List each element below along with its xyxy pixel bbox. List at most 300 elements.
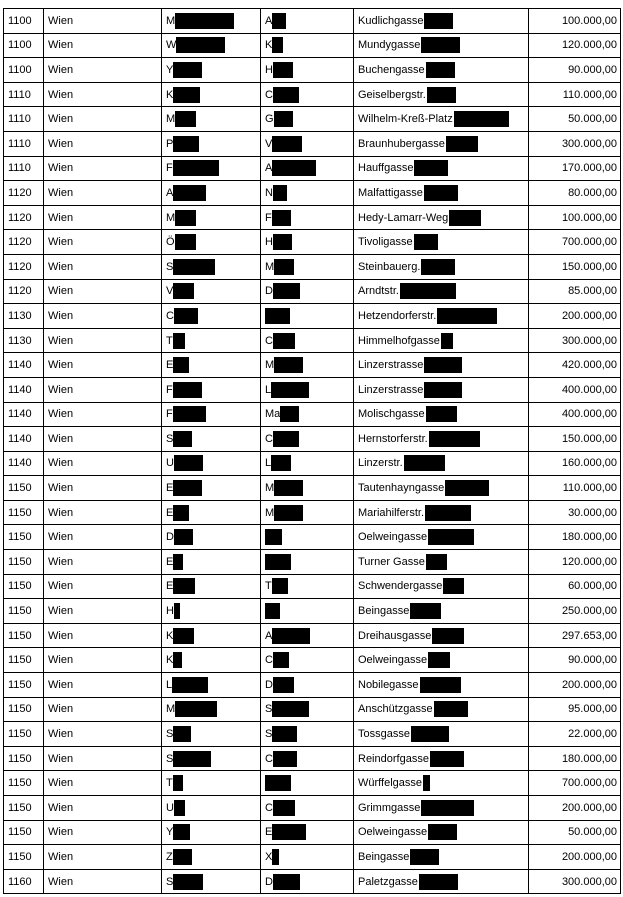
redaction-bar (400, 283, 456, 299)
street-cell (354, 550, 529, 575)
firstname-cell (261, 156, 354, 181)
postal-code-cell: 1150 (4, 476, 44, 501)
redaction-bar (173, 62, 202, 78)
street-cell-text: Turner Gasse (358, 555, 425, 568)
street-cell-text: Dreihausgasse (358, 629, 432, 642)
street-cell-text: Linzerstr. (358, 457, 403, 470)
street-cell-text: Würffelgasse (358, 777, 422, 790)
name-cell-text: K (166, 654, 174, 667)
street-cell-text: Mundygasse (358, 39, 421, 52)
redaction-bar (411, 726, 449, 742)
street-cell-text: Hauffgasse (358, 162, 414, 175)
redaction-bar (273, 751, 297, 767)
name-cell (162, 230, 261, 255)
redaction-bar (173, 505, 189, 521)
redaction-bar (173, 578, 195, 594)
redaction-bar (426, 554, 447, 570)
table-row (4, 131, 621, 156)
redaction-bar (173, 726, 191, 742)
name-cell (162, 58, 261, 83)
amount-cell: 120.000,00 (529, 550, 621, 575)
city-cell: Wien (44, 820, 162, 845)
redaction-bar (272, 160, 316, 176)
postal-code-cell: 1160 (4, 869, 44, 894)
city-cell: Wien (44, 845, 162, 870)
postal-code-cell: 1120 (4, 230, 44, 255)
street-cell-text: Geiselbergstr. (358, 88, 426, 101)
firstname-cell (261, 377, 354, 402)
name-cell-text: Ö (166, 236, 175, 249)
city-cell: Wien (44, 525, 162, 550)
redaction-bar (443, 578, 464, 594)
street-cell (354, 328, 529, 353)
redaction-bar (173, 136, 199, 152)
redaction-bar (421, 259, 455, 275)
city-cell: Wien (44, 131, 162, 156)
amount-cell: 180.000,00 (529, 746, 621, 771)
redaction-bar (424, 13, 453, 29)
name-cell (162, 402, 261, 427)
postal-code-cell: 1130 (4, 328, 44, 353)
redaction-bar (280, 406, 299, 422)
redaction-bar (272, 136, 302, 152)
redaction-bar (273, 874, 300, 890)
table-row (4, 156, 621, 181)
redaction-bar (173, 259, 215, 275)
amount-cell: 120.000,00 (529, 33, 621, 58)
street-cell (354, 648, 529, 673)
redaction-bar (265, 529, 282, 545)
table-row (4, 304, 621, 329)
table-row (4, 599, 621, 624)
firstname-cell (261, 451, 354, 476)
name-cell (162, 9, 261, 34)
name-cell-text: W (166, 39, 177, 52)
street-cell (354, 33, 529, 58)
firstname-cell (261, 402, 354, 427)
amount-cell: 300.000,00 (529, 131, 621, 156)
street-cell-text: Nobilegasse (358, 678, 419, 691)
redaction-bar (432, 628, 464, 644)
table-row (4, 673, 621, 698)
firstname-cell-text: G (265, 113, 274, 126)
street-cell (354, 845, 529, 870)
redaction-bar (174, 800, 185, 816)
city-cell: Wien (44, 33, 162, 58)
city-cell: Wien (44, 230, 162, 255)
firstname-cell-text: C (265, 334, 273, 347)
city-cell: Wien (44, 550, 162, 575)
redaction-bar (437, 308, 497, 324)
firstname-cell (261, 771, 354, 796)
amount-cell: 60.000,00 (529, 574, 621, 599)
redaction-bar (404, 455, 445, 471)
redaction-bar (425, 505, 471, 521)
name-cell (162, 156, 261, 181)
name-cell-text: F (166, 383, 173, 396)
firstname-cell (261, 722, 354, 747)
postal-code-cell: 1150 (4, 845, 44, 870)
city-cell: Wien (44, 58, 162, 83)
amount-cell: 700.000,00 (529, 771, 621, 796)
name-cell-text: D (166, 531, 174, 544)
name-cell (162, 869, 261, 894)
street-cell (354, 9, 529, 34)
amount-cell: 200.000,00 (529, 304, 621, 329)
street-cell-text: Reindorfgasse (358, 752, 429, 765)
city-cell: Wien (44, 353, 162, 378)
table-row (4, 746, 621, 771)
firstname-cell-text: M (265, 359, 275, 372)
name-cell-text: E (166, 580, 174, 593)
postal-code-cell: 1110 (4, 107, 44, 132)
name-cell (162, 328, 261, 353)
redaction-bar (173, 775, 183, 791)
redaction-bar (274, 357, 303, 373)
name-cell-text: H (166, 605, 174, 618)
postal-code-cell: 1140 (4, 427, 44, 452)
firstname-cell-text: M (265, 482, 275, 495)
firstname-cell (261, 476, 354, 501)
name-cell (162, 746, 261, 771)
firstname-cell-text: E (265, 826, 273, 839)
firstname-cell (261, 254, 354, 279)
street-cell-text: Beingasse (358, 850, 410, 863)
postal-code-cell: 1100 (4, 33, 44, 58)
street-cell (354, 402, 529, 427)
name-cell (162, 427, 261, 452)
firstname-cell-text: X (265, 850, 273, 863)
redaction-bar (434, 701, 468, 717)
name-cell (162, 33, 261, 58)
street-cell (354, 673, 529, 698)
street-cell (354, 599, 529, 624)
street-cell (354, 451, 529, 476)
street-cell (354, 746, 529, 771)
amount-cell: 100.000,00 (529, 205, 621, 230)
name-cell (162, 205, 261, 230)
firstname-cell (261, 427, 354, 452)
redaction-bar (428, 529, 474, 545)
redaction-bar (173, 333, 185, 349)
city-cell: Wien (44, 451, 162, 476)
street-cell-text: Hedy-Lamarr-Weg (358, 211, 449, 224)
redaction-bar (273, 87, 299, 103)
city-cell: Wien (44, 377, 162, 402)
amount-cell: 300.000,00 (529, 328, 621, 353)
street-cell (354, 427, 529, 452)
table-row (4, 181, 621, 206)
name-cell (162, 648, 261, 673)
name-cell (162, 820, 261, 845)
amount-cell: 90.000,00 (529, 58, 621, 83)
table-row (4, 58, 621, 83)
redaction-bar (424, 382, 462, 398)
redaction-bar (428, 824, 457, 840)
name-cell (162, 722, 261, 747)
redaction-bar (424, 185, 458, 201)
redaction-bar (173, 357, 189, 373)
city-cell: Wien (44, 82, 162, 107)
street-cell (354, 525, 529, 550)
firstname-cell (261, 205, 354, 230)
redaction-bar (441, 333, 453, 349)
postal-code-cell: 1120 (4, 181, 44, 206)
city-cell: Wien (44, 254, 162, 279)
amount-cell: 250.000,00 (529, 599, 621, 624)
street-cell-text: Malfattigasse (358, 186, 423, 199)
firstname-cell-text: Ma (265, 408, 281, 421)
redaction-bar (175, 701, 217, 717)
name-cell-text: S (166, 728, 174, 741)
name-cell-text: T (166, 334, 173, 347)
firstname-cell (261, 230, 354, 255)
street-cell (354, 279, 529, 304)
firstname-cell (261, 9, 354, 34)
table-row (4, 107, 621, 132)
name-cell (162, 500, 261, 525)
firstname-cell-text: A (265, 14, 273, 27)
name-cell-text: A (166, 186, 174, 199)
street-cell (354, 722, 529, 747)
postal-code-cell: 1120 (4, 205, 44, 230)
table-row (4, 574, 621, 599)
amount-cell: 30.000,00 (529, 500, 621, 525)
postal-code-cell: 1120 (4, 279, 44, 304)
redaction-bar (274, 259, 294, 275)
redaction-bar (173, 628, 194, 644)
city-cell: Wien (44, 648, 162, 673)
street-cell (354, 82, 529, 107)
amount-cell: 110.000,00 (529, 476, 621, 501)
name-cell-text: Y (166, 826, 174, 839)
city-cell: Wien (44, 623, 162, 648)
name-cell-text: F (166, 162, 173, 175)
city-cell: Wien (44, 304, 162, 329)
redaction-bar (174, 529, 193, 545)
street-cell (354, 869, 529, 894)
street-cell (354, 107, 529, 132)
amount-cell: 200.000,00 (529, 673, 621, 698)
postal-code-cell: 1150 (4, 796, 44, 821)
firstname-cell (261, 796, 354, 821)
postal-code-cell: 1140 (4, 353, 44, 378)
redaction-bar (272, 849, 279, 865)
table-row (4, 722, 621, 747)
firstname-cell-text: S (265, 703, 273, 716)
name-cell (162, 673, 261, 698)
firstname-cell-text: C (265, 752, 273, 765)
postal-code-cell: 1150 (4, 574, 44, 599)
postal-code-cell: 1150 (4, 550, 44, 575)
table-body (4, 9, 621, 894)
firstname-cell-text: T (265, 580, 272, 593)
city-cell: Wien (44, 869, 162, 894)
table-row (4, 451, 621, 476)
street-cell-text: Molischgasse (358, 408, 425, 421)
street-cell (354, 304, 529, 329)
name-cell-text: M (166, 211, 176, 224)
street-cell-text: Tossgasse (358, 728, 410, 741)
redaction-bar (419, 874, 458, 890)
firstname-cell-text: D (265, 678, 273, 691)
name-cell (162, 107, 261, 132)
table-row (4, 353, 621, 378)
name-cell-text: L (166, 678, 173, 691)
table-row (4, 869, 621, 894)
amount-cell: 180.000,00 (529, 525, 621, 550)
redaction-bar (421, 37, 460, 53)
street-cell (354, 131, 529, 156)
redaction-bar (173, 751, 211, 767)
firstname-cell (261, 673, 354, 698)
name-cell (162, 353, 261, 378)
street-cell-text: Beingasse (358, 605, 410, 618)
firstname-cell (261, 869, 354, 894)
firstname-cell (261, 697, 354, 722)
table-row (4, 697, 621, 722)
name-cell (162, 599, 261, 624)
street-cell-text: Buchengasse (358, 63, 425, 76)
redaction-bar (426, 406, 457, 422)
city-cell: Wien (44, 279, 162, 304)
name-cell-text: S (166, 875, 174, 888)
redaction-bar (273, 185, 287, 201)
amount-cell: 420.000,00 (529, 353, 621, 378)
table-row (4, 230, 621, 255)
redaction-bar (271, 455, 291, 471)
firstname-cell-text: S (265, 728, 273, 741)
name-cell (162, 574, 261, 599)
amount-cell: 100.000,00 (529, 9, 621, 34)
street-cell-text: Oelweingasse (358, 826, 428, 839)
table-row (4, 845, 621, 870)
name-cell (162, 476, 261, 501)
name-cell-text: E (166, 555, 174, 568)
redaction-bar (272, 628, 310, 644)
postal-code-cell: 1150 (4, 500, 44, 525)
street-cell-text: Oelweingasse (358, 654, 428, 667)
firstname-cell-text: H (265, 63, 273, 76)
firstname-cell (261, 304, 354, 329)
name-cell (162, 181, 261, 206)
redaction-bar (273, 333, 295, 349)
postal-code-cell: 1150 (4, 648, 44, 673)
redaction-bar (172, 677, 208, 693)
table-row (4, 82, 621, 107)
street-cell-text: Paletzgasse (358, 875, 418, 888)
redaction-bar (271, 382, 309, 398)
table-row (4, 377, 621, 402)
redaction-bar (265, 775, 291, 791)
street-cell (354, 697, 529, 722)
firstname-cell (261, 181, 354, 206)
table-row (4, 9, 621, 34)
name-cell-text: S (166, 260, 174, 273)
firstname-cell (261, 599, 354, 624)
redaction-bar (430, 751, 464, 767)
name-cell-text: K (166, 629, 174, 642)
redaction-bar (445, 480, 489, 496)
firstname-cell-text: N (265, 186, 273, 199)
name-cell (162, 845, 261, 870)
firstname-cell (261, 845, 354, 870)
amount-cell: 90.000,00 (529, 648, 621, 673)
table-row (4, 771, 621, 796)
redaction-bar (420, 677, 461, 693)
redaction-bar (424, 357, 462, 373)
redaction-bar (428, 652, 450, 668)
name-cell (162, 623, 261, 648)
redaction-bar (273, 652, 289, 668)
firstname-cell (261, 820, 354, 845)
city-cell: Wien (44, 796, 162, 821)
firstname-cell (261, 550, 354, 575)
postal-code-cell: 1110 (4, 156, 44, 181)
street-cell (354, 796, 529, 821)
table-row (4, 427, 621, 452)
table-row (4, 254, 621, 279)
name-cell (162, 771, 261, 796)
firstname-cell-text: C (265, 801, 273, 814)
redaction-bar (273, 800, 295, 816)
redaction-bar (174, 308, 198, 324)
name-cell-text: M (166, 113, 176, 126)
city-cell: Wien (44, 107, 162, 132)
amount-cell: 200.000,00 (529, 796, 621, 821)
firstname-cell-text: H (265, 236, 273, 249)
name-cell-text: T (166, 777, 173, 790)
amount-cell: 22.000,00 (529, 722, 621, 747)
firstname-cell (261, 33, 354, 58)
table-row (4, 402, 621, 427)
redaction-bar (173, 652, 182, 668)
postal-code-cell: 1100 (4, 58, 44, 83)
redaction-bar (427, 87, 456, 103)
amount-cell: 85.000,00 (529, 279, 621, 304)
street-cell (354, 181, 529, 206)
redaction-bar (274, 505, 303, 521)
redaction-bar (414, 160, 448, 176)
name-cell (162, 254, 261, 279)
postal-code-cell: 1140 (4, 451, 44, 476)
street-cell-text: Kudlichgasse (358, 14, 424, 27)
amount-cell: 400.000,00 (529, 402, 621, 427)
firstname-cell-text: M (265, 506, 275, 519)
street-cell-text: Hernstorferstr. (358, 432, 428, 445)
firstname-cell (261, 82, 354, 107)
city-cell: Wien (44, 574, 162, 599)
firstname-cell-text: K (265, 39, 273, 52)
street-cell-text: Braunhubergasse (358, 137, 445, 150)
firstname-cell (261, 279, 354, 304)
city-cell: Wien (44, 697, 162, 722)
street-cell-text: Schwendergasse (358, 580, 443, 593)
firstname-cell-text: M (265, 260, 275, 273)
redaction-bar (272, 13, 286, 29)
redaction-bar (273, 234, 292, 250)
amount-cell: 50.000,00 (529, 107, 621, 132)
redaction-bar (421, 800, 474, 816)
amount-cell: 95.000,00 (529, 697, 621, 722)
street-cell (354, 500, 529, 525)
amount-cell: 150.000,00 (529, 254, 621, 279)
street-cell (354, 353, 529, 378)
redaction-bar (265, 603, 280, 619)
name-cell-text: C (166, 309, 174, 322)
postal-code-cell: 1130 (4, 304, 44, 329)
name-cell-text: V (166, 285, 174, 298)
